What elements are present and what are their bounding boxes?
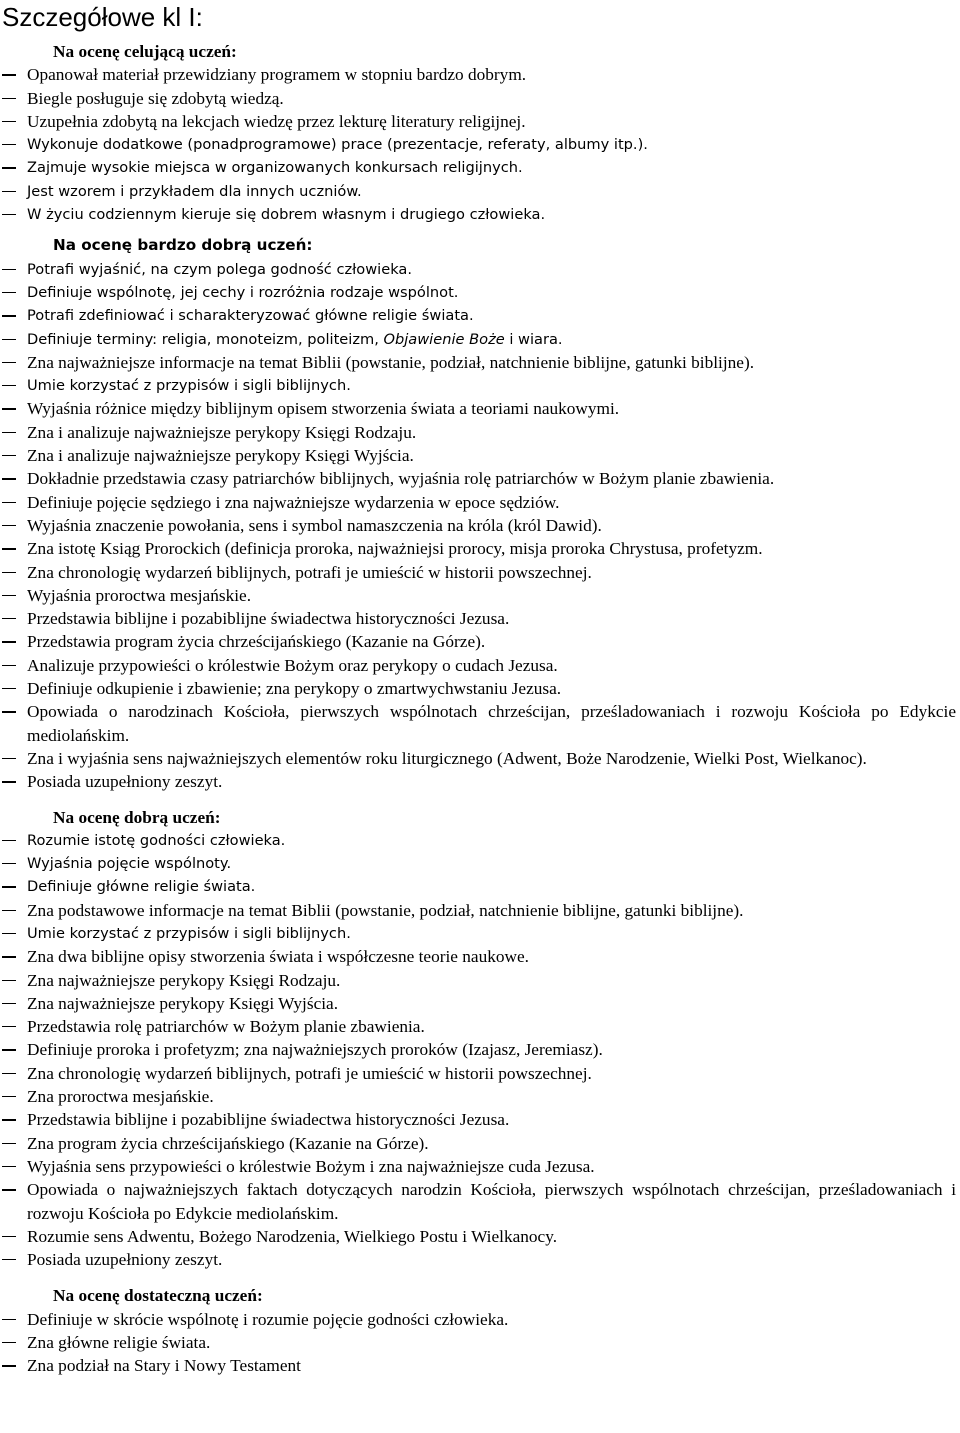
dash-bullet [2,910,16,911]
list-item: Opowiada o najważniejszych faktach dotyczących narodzin Kościoła, pierwszych wspólnotach chrześcijan, prześladowaniach i rozwoju Kościoła po Edykcie mediolańskim. [0,1178,960,1225]
list-item: Definiuje proroka i profetyzm; zna najważniejszych proroków (Izajasz, Jeremiasz). [0,1038,960,1061]
dash-bullet [2,269,16,270]
section-dobra [0,806,960,1272]
dash-bullet [2,933,16,934]
list-item: Zna chronologię wydarzeń biblijnych, potrafi je umieścić w historii powszechnej. [0,561,960,584]
list-item: Przedstawia biblijne i pozabiblijne świadectwa historyczności Jezusa. [0,607,960,630]
list-item: Jest wzorem i przykładem dla innych uczniów. [0,180,960,203]
list-item: Zna główne religie świata. [0,1331,960,1354]
dash-bullet [2,665,16,666]
criteria-list [0,829,960,1272]
list-item: Analizuje przypowieści o królestwie Bożym oraz perykopy o cudach Jezusa. [0,654,960,677]
dash-bullet [2,339,16,340]
list-item: Zna i analizuje najważniejsze perykopy Księgi Wyjścia. [0,444,960,467]
list-item: Zna proroctwa mesjańskie. [0,1085,960,1108]
page-title: Szczegółowe kl I: [2,2,203,32]
dash-bullet [2,432,16,433]
dash-bullet [2,758,16,759]
list-item: Opowiada o narodzinach Kościoła, pierwszych wspólnotach chrześcijan, prześladowaniach i rozwoju Kościoła po Edykcie mediolańskim. [0,700,960,747]
list-item: Opanował materiał przewidziany programem w stopniu bardzo dobrym. [0,63,960,86]
dash-bullet [2,781,16,782]
dash-bullet [2,1166,16,1167]
list-item: Zna podstawowe informacje na temat Biblii (powstanie, podział, natchnienie biblijne, gatunki biblijne). [0,899,960,922]
dash-bullet [2,1189,16,1190]
list-item: Zna najważniejsze informacje na temat Biblii (powstanie, podział, natchnienie biblijne, gatunki biblijne). [0,351,960,374]
list-item: Wyjaśnia proroctwa mesjańskie. [0,584,960,607]
list-item: Definiuje odkupienie i zbawienie; zna perykopy o zmartwychwstaniu Jezusa. [0,677,960,700]
section-celujaca [0,40,960,226]
dash-bullet [2,886,16,887]
list-item: Umie korzystać z przypisów i sigli biblijnych. [0,374,960,397]
dash-bullet [2,956,16,957]
dash-bullet [2,455,16,456]
dash-bullet [2,191,16,192]
dash-bullet [2,167,16,168]
dash-bullet [2,525,16,526]
list-item: Definiuje wspólnotę, jej cechy i rozróżnia rodzaje wspólnot. [0,281,960,304]
dash-bullet [2,385,16,386]
dash-bullet [2,548,16,549]
list-item: Przedstawia program życia chrześcijańskiego (Kazanie na Górze). [0,630,960,653]
dash-bullet [2,408,16,409]
section-bardzo-dobra [0,234,960,793]
list-item: Wykonuje dodatkowe (ponadprogramowe) prace (prezentacje, referaty, albumy itp.). [0,133,960,156]
section-heading: Na ocenę bardzo dobrą uczeń: [53,236,313,255]
list-item: W życiu codziennym kieruje się dobrem własnym i drugiego człowieka. [0,203,960,226]
dash-bullet [2,688,16,689]
list-item: Definiuje terminy: religia, monoteizm, politeizm, Objawienie Boże i wiara. [0,328,960,351]
dash-bullet [2,292,16,293]
criteria-list [0,63,960,226]
list-item: Biegle posługuje się zdobytą wiedzą. [0,87,960,110]
list-item: Zna i analizuje najważniejsze perykopy Księgi Rodzaju. [0,421,960,444]
dash-bullet [2,1049,16,1050]
list-item: Potrafi wyjaśnić, na czym polega godność człowieka. [0,258,960,281]
dash-bullet [2,144,16,145]
section-heading: Na ocenę celującą uczeń: [53,42,237,61]
list-item: Dokładnie przedstawia czasy patriarchów biblijnych, wyjaśnia rolę patriarchów w Bożym planie zbawienia. [0,467,960,490]
dash-bullet [2,641,16,642]
list-item: Zna dwa biblijne opisy stworzenia świata i współczesne teorie naukowe. [0,945,960,968]
section-dostateczna [0,1284,960,1377]
dash-bullet [2,1003,16,1004]
dash-bullet [2,1342,16,1343]
dash-bullet [2,711,16,712]
dash-bullet [2,1259,16,1260]
dash-bullet [2,572,16,573]
list-item: Zna najważniejsze perykopy Księgi Rodzaju. [0,969,960,992]
dash-bullet [2,1096,16,1097]
dash-bullet [2,1365,16,1366]
dash-bullet [2,980,16,981]
list-item: Rozumie sens Adwentu, Bożego Narodzenia, Wielkiego Postu i Wielkanocy. [0,1225,960,1248]
dash-bullet [2,121,16,122]
dash-bullet [2,74,16,75]
dash-bullet [2,1119,16,1120]
dash-bullet [2,1236,16,1237]
section-heading: Na ocenę dobrą uczeń: [53,807,221,827]
list-item: Zna chronologię wydarzeń biblijnych, potrafi je umieścić w historii powszechnej. [0,1062,960,1085]
list-item: Umie korzystać z przypisów i sigli biblijnych. [0,922,960,945]
list-item: Potrafi zdefiniować i scharakteryzować główne religie świata. [0,304,960,327]
list-item: Uzupełnia zdobytą na lekcjach wiedzę przez lekturę literatury religijnej. [0,110,960,133]
list-item: Zna program życia chrześcijańskiego (Kazanie na Górze). [0,1132,960,1155]
dash-bullet [2,1143,16,1144]
dash-bullet [2,863,16,864]
list-item: Definiuje pojęcie sędziego i zna najważniejsze wydarzenia w epoce sędziów. [0,491,960,514]
list-item: Przedstawia biblijne i pozabiblijne świadectwa historyczności Jezusa. [0,1108,960,1131]
dash-bullet [2,478,16,479]
dash-bullet [2,502,16,503]
list-item: Przedstawia rolę patriarchów w Bożym planie zbawienia. [0,1015,960,1038]
criteria-list [0,258,960,794]
dash-bullet [2,214,16,215]
list-item: Posiada uzupełniony zeszyt. [0,770,960,793]
dash-bullet [2,362,16,363]
dash-bullet [2,1026,16,1027]
list-item: Wyjaśnia sens przypowieści o królestwie Bożym i zna najważniejsze cuda Jezusa. [0,1155,960,1178]
list-item: Definiuje główne religie świata. [0,875,960,898]
dash-bullet [2,618,16,619]
section-heading: Na ocenę dostateczną uczeń: [53,1286,263,1306]
list-item: Zna najważniejsze perykopy Księgi Wyjścia. [0,992,960,1015]
dash-bullet [2,840,16,841]
list-item: Wyjaśnia znaczenie powołania, sens i symbol namaszczenia na króla (król Dawid). [0,514,960,537]
list-item: Posiada uzupełniony zeszyt. [0,1248,960,1271]
list-item: Rozumie istotę godności człowieka. [0,829,960,852]
list-item: Zna i wyjaśnia sens najważniejszych elementów roku liturgicznego (Adwent, Boże Narodzenie, Wielki Post, Wielkanoc). [0,747,960,770]
list-item: Wyjaśnia różnice między biblijnym opisem stworzenia świata a teoriami naukowymi. [0,397,960,420]
dash-bullet [2,315,16,316]
dash-bullet [2,595,16,596]
list-item: Definiuje w skrócie wspólnotę i rozumie pojęcie godności człowieka. [0,1308,960,1331]
list-item: Wyjaśnia pojęcie wspólnoty. [0,852,960,875]
dash-bullet [2,98,16,99]
list-item: Zajmuje wysokie miejsca w organizowanych konkursach religijnych. [0,156,960,179]
list-item: Zna podział na Stary i Nowy Testament [0,1354,960,1377]
dash-bullet [2,1319,16,1320]
list-item: Zna istotę Ksiąg Prorockich (definicja proroka, najważniejsi prorocy, misja proroka Chrystusa, profetyzm. [0,537,960,560]
dash-bullet [2,1073,16,1074]
criteria-list [0,1308,960,1378]
